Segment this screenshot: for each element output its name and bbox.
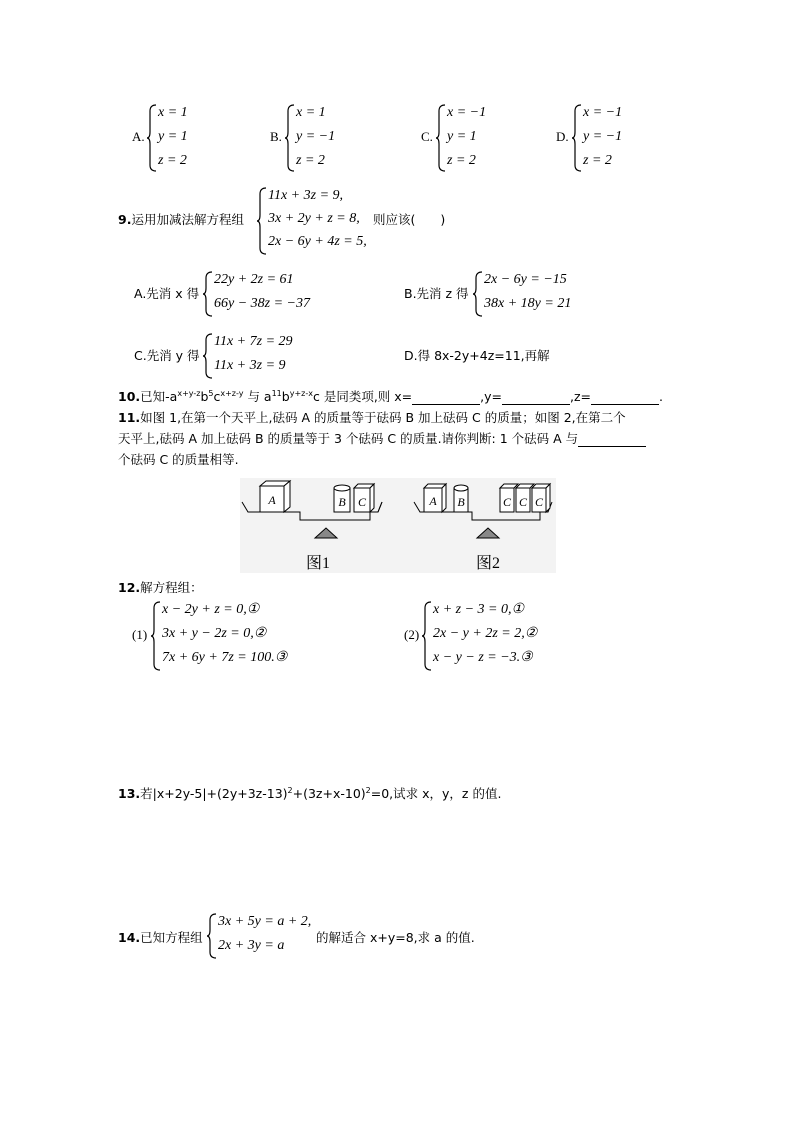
weight-a-label: A <box>268 493 276 507</box>
question-text: 运用加减法解方程组 <box>131 212 244 227</box>
equation: y = 1 <box>158 129 188 144</box>
equation: y = −1 <box>296 129 336 144</box>
equation: 11x + 7z = 29 <box>214 334 293 349</box>
equation: y = −1 <box>583 129 623 144</box>
question-text: 个砝码 C 的质量相等. <box>118 452 239 467</box>
equation: 38x + 18y = 21 <box>484 296 572 311</box>
question-number: 13. <box>118 786 141 801</box>
sub-question-label: (1) <box>132 627 148 642</box>
question-suffix: 的解适合 x+y=8,求 a 的值. <box>316 930 475 945</box>
equation: 11x + 3z = 9 <box>214 358 286 373</box>
brace-icon <box>146 103 158 173</box>
answer-blank[interactable] <box>578 434 646 447</box>
q8-option-b-label: B. <box>270 129 282 144</box>
q9-option-b-label: B.先消 z 得 <box>404 286 469 301</box>
question-suffix: 则应该( ) <box>373 212 446 227</box>
q8-option-c-label: C. <box>421 129 433 144</box>
brace-icon <box>435 103 447 173</box>
equation: z = 2 <box>583 153 612 168</box>
equation: 3x + 2y + z = 8, <box>268 211 360 226</box>
question-text: 天平上,砝码 A 加上砝码 B 的质量等于 3 个砝码 C 的质量.请你判断: 1 个砝码 A 与 <box>118 431 579 446</box>
q9-option-d-label: D.得 8x-2y+4z=11,再解 <box>404 348 550 363</box>
weight-a-label: A <box>429 494 437 508</box>
question-number: 14. <box>118 930 141 945</box>
equation: z = 2 <box>447 153 476 168</box>
question-text: 已知方程组 <box>140 930 203 945</box>
equation: 22y + 2z = 61 <box>214 272 294 287</box>
weight-b-label: B <box>457 495 465 509</box>
equation: z = 2 <box>158 153 187 168</box>
equation: z = 2 <box>296 153 325 168</box>
q9-option-c-label: C.先消 y 得 <box>134 348 200 363</box>
weight-c-label: C <box>502 495 512 509</box>
equation: y = 1 <box>447 129 477 144</box>
sub-question-label: (2) <box>404 627 420 642</box>
q8-option-d-label: D. <box>556 129 569 144</box>
brace-icon <box>284 103 296 173</box>
weight-c-label: C <box>534 495 544 509</box>
equation: 2x − y + 2z = 2,② <box>433 626 538 641</box>
equation: 3x + y − 2z = 0,② <box>162 626 267 641</box>
q8-option-a-label: A. <box>132 129 145 144</box>
equation: x = 1 <box>296 105 326 120</box>
question-13: 13.若$|x+2y-5|+(2y+3z-13)^2+(3z+x-10)^2=0$,试求 x，y，z 的值. <box>118 785 502 801</box>
question-number: 9. <box>118 212 132 227</box>
brace-icon <box>421 600 433 672</box>
equation: x = −1 <box>583 105 623 120</box>
figure-2-caption: 图2 <box>476 555 501 572</box>
equation: 2x − 6y + 4z = 5, <box>268 234 367 249</box>
brace-icon <box>571 103 583 173</box>
equation: 11x + 3z = 9, <box>268 188 344 203</box>
question-number: 10. <box>118 389 141 404</box>
equation: 2x − 6y = −15 <box>484 272 567 287</box>
brace-icon <box>202 332 214 380</box>
answer-blank-x[interactable] <box>412 392 480 405</box>
answer-blank-y[interactable] <box>502 392 570 405</box>
equation: 7x + 6y + 7z = 100.③ <box>162 650 288 665</box>
equation: 3x + 5y = a + 2, <box>218 914 312 929</box>
figure-1-caption: 图1 <box>306 555 331 572</box>
question-number: 12. <box>118 580 141 595</box>
balance-figure <box>240 478 556 573</box>
question-10: 10.已知$-a^{x+y-z}b^5c^{x+z-y}$ 与 $a^{11}b^{y+z-x}c$ 是同类项,则 x= ,y= ,z= . <box>118 388 664 404</box>
equation: x − y − z = −3.③ <box>433 650 533 665</box>
brace-icon <box>472 270 484 318</box>
equation: x + z − 3 = 0,① <box>433 602 525 617</box>
brace-icon <box>256 186 268 256</box>
question-text: 解方程组： <box>140 580 203 595</box>
brace-icon <box>202 270 214 318</box>
equation: 2x + 3y = a <box>218 938 285 953</box>
balance-illustration <box>240 478 556 573</box>
brace-icon <box>206 912 218 960</box>
weight-c-label: C <box>518 495 528 509</box>
equation: x − 2y + z = 0,① <box>162 602 260 617</box>
brace-icon <box>150 600 162 672</box>
answer-blank-z[interactable] <box>591 392 659 405</box>
equation: x = −1 <box>447 105 487 120</box>
equation: 66y − 38z = −37 <box>214 296 311 311</box>
weight-c-label: C <box>357 495 367 509</box>
equation: x = 1 <box>158 105 188 120</box>
weight-b-label: B <box>338 495 346 509</box>
question-number: 11. <box>118 410 141 425</box>
question-text: 如图 1,在第一个天平上,砝码 A 的质量等于砝码 B 加上砝码 C 的质量；如图 2,在第二个 <box>140 410 626 425</box>
q9-option-a-label: A.先消 x 得 <box>134 286 200 301</box>
